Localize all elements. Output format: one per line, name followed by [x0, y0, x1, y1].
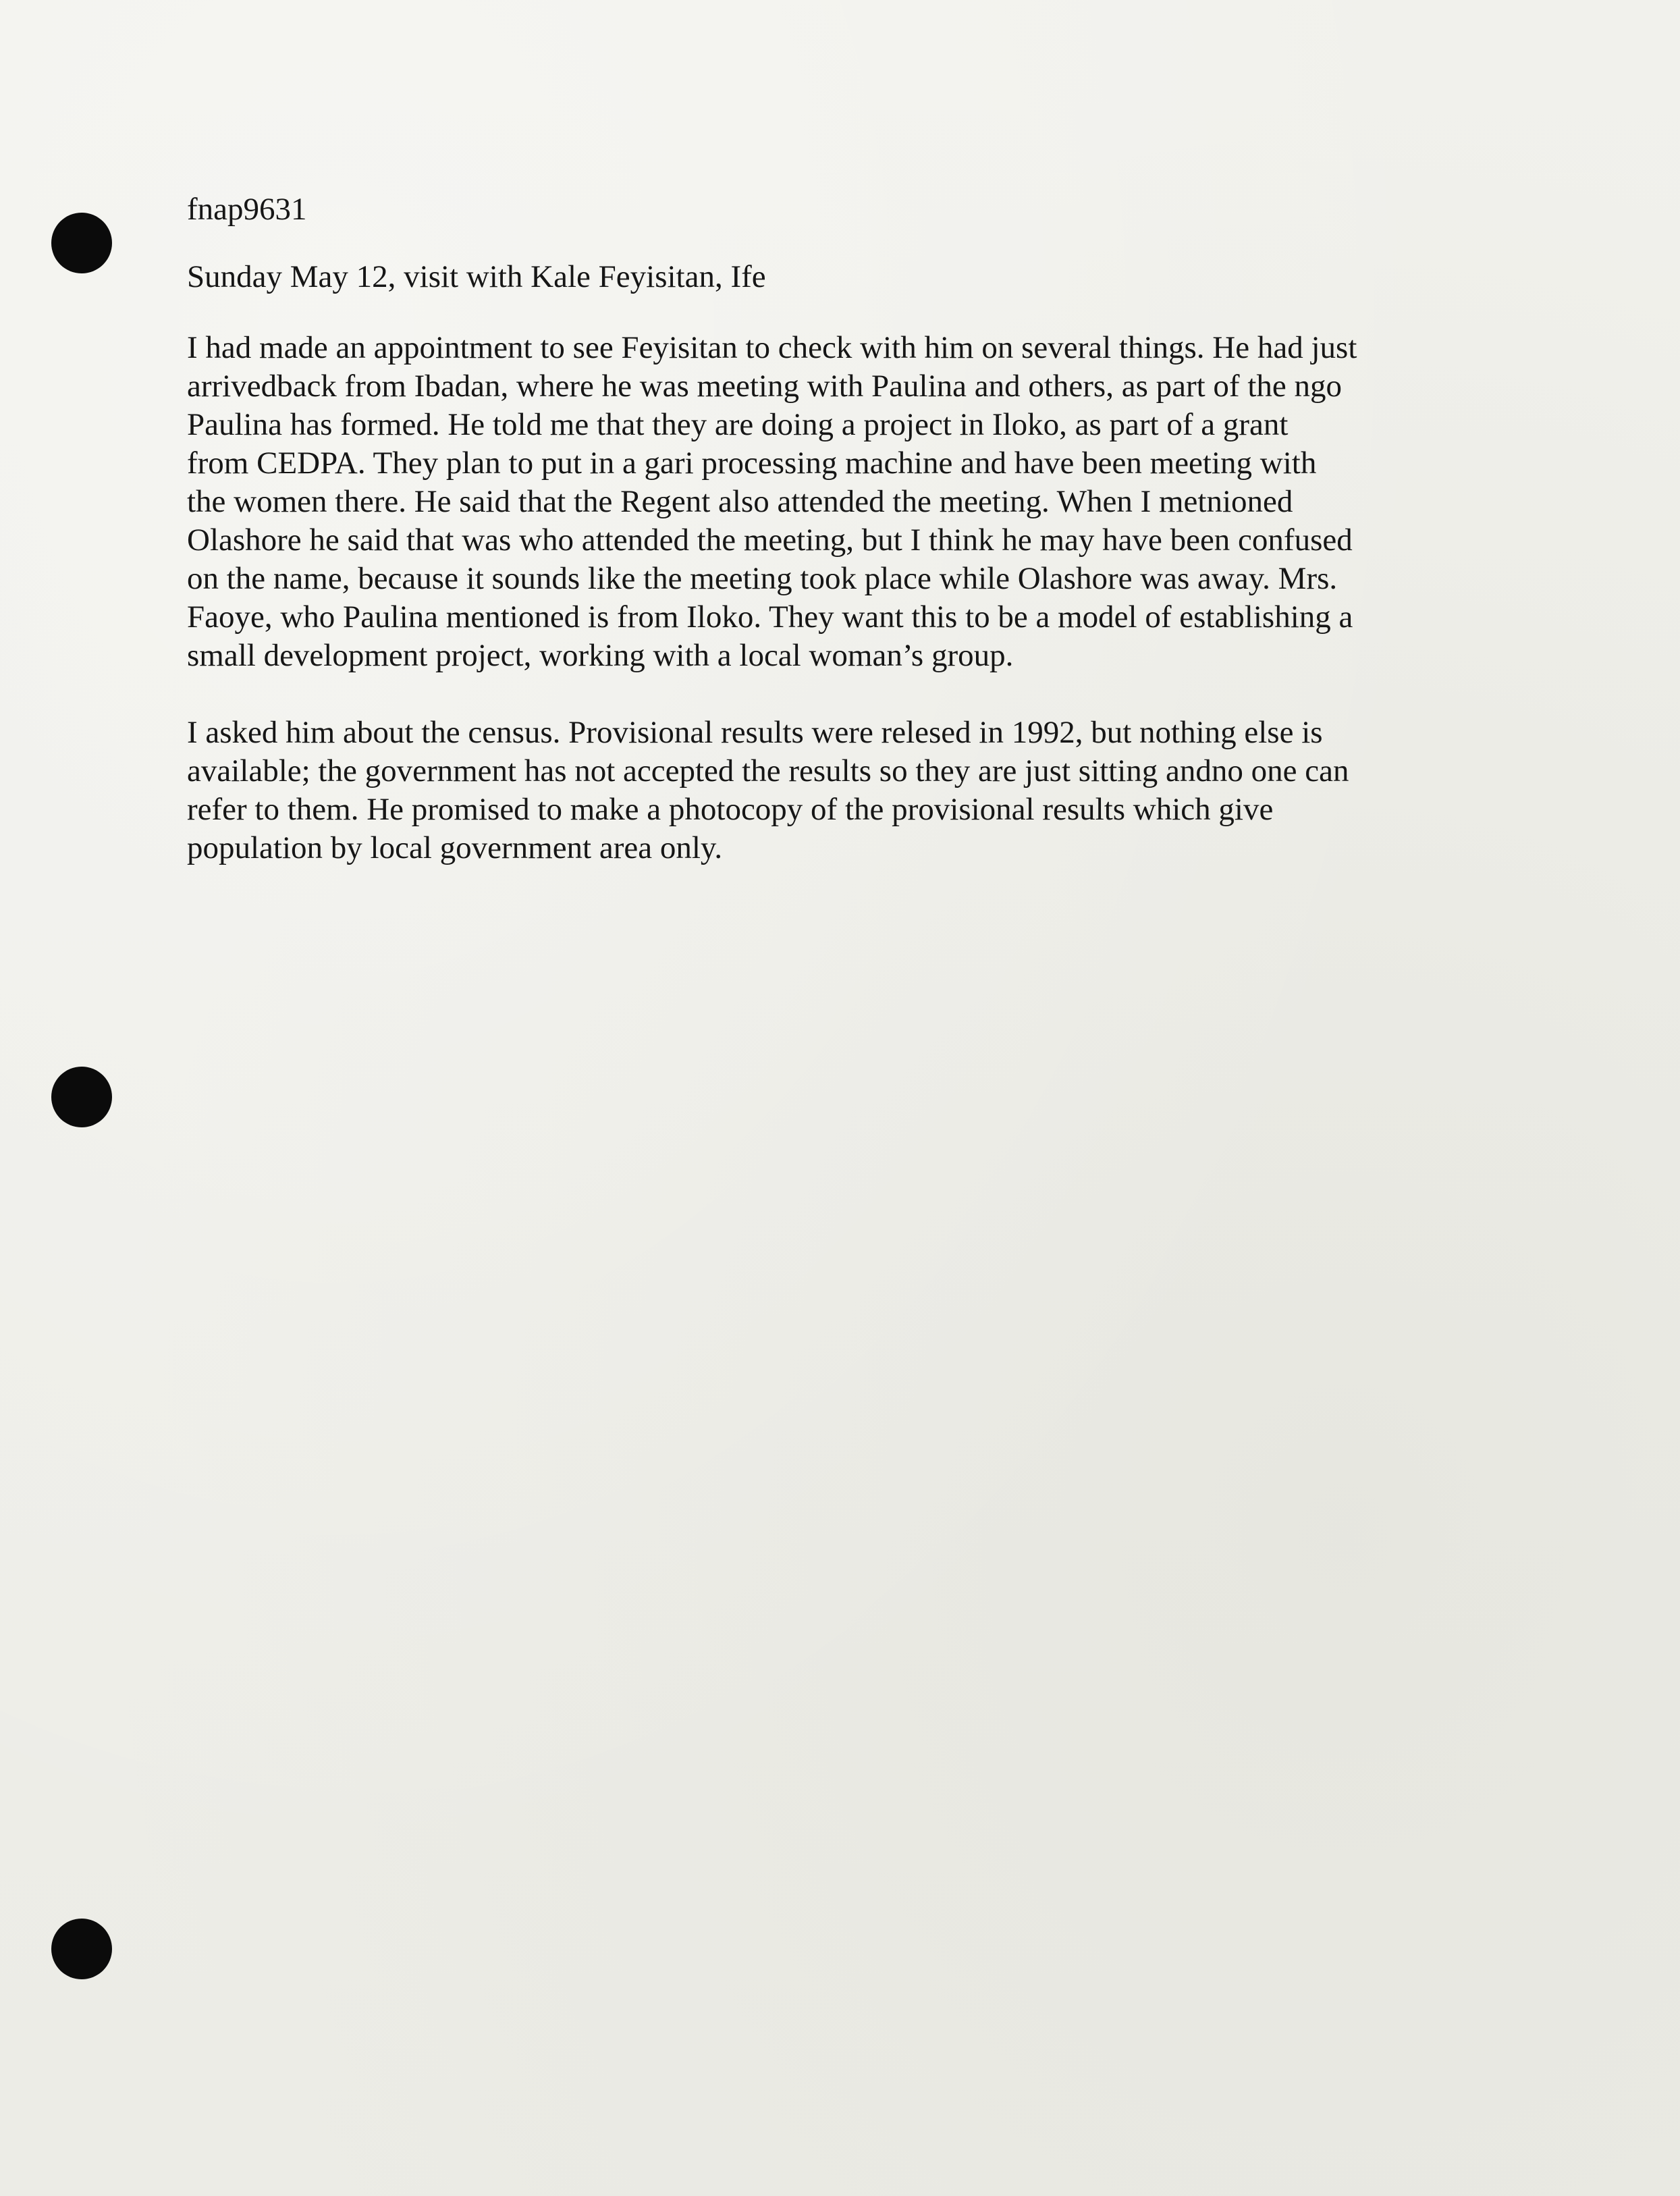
paragraph-line: population by local government area only.	[187, 830, 723, 865]
paragraph-line: arrivedback from Ibadan, where he was meeting with Paulina and others, as part of the ngo	[187, 369, 1343, 404]
document-body	[187, 190, 1537, 867]
paragraph-line: I had made an appointment to see Feyisitan to check with him on several things. He had just	[187, 330, 1357, 365]
paragraph-line: available; the government has not accepted the results so they are just sitting andno one can	[187, 753, 1349, 788]
paragraph-line: Olashore he said that was who attended the meeting, but I think he may have been confused	[187, 523, 1353, 558]
paragraph-line: from CEDPA. They plan to put in a gari processing machine and have been meeting with	[187, 446, 1317, 481]
paragraph-line: refer to them. He promised to make a photocopy of the provisional results which give	[187, 792, 1274, 827]
paragraph-visit	[187, 329, 1537, 675]
paragraph-line: Paulina has formed. He told me that they are doing a project in Iloko, as part of a grant	[187, 407, 1289, 442]
document-id: fnap9631	[187, 192, 307, 227]
paragraph-census	[187, 714, 1537, 867]
paragraph-line: Faoye, who Paulina mentioned is from Iloko. They want this to be a model of establishing a	[187, 599, 1353, 635]
binder-hole-middle	[51, 1067, 112, 1127]
paragraph-line: the women there. He said that the Regent also attended the meeting. When I metnioned	[187, 484, 1293, 519]
paragraph-line: small development project, working with a local woman’s group.	[187, 638, 1014, 673]
paragraph-line: on the name, because it sounds like the meeting took place while Olashore was away. Mrs.	[187, 561, 1338, 596]
binder-hole-bottom	[51, 1919, 112, 1979]
binder-hole-top	[51, 213, 112, 273]
document-heading: Sunday May 12, visit with Kale Feyisitan, Ife	[187, 259, 766, 294]
paragraph-line: I asked him about the census. Provisional results were relesed in 1992, but nothing else is	[187, 715, 1323, 750]
